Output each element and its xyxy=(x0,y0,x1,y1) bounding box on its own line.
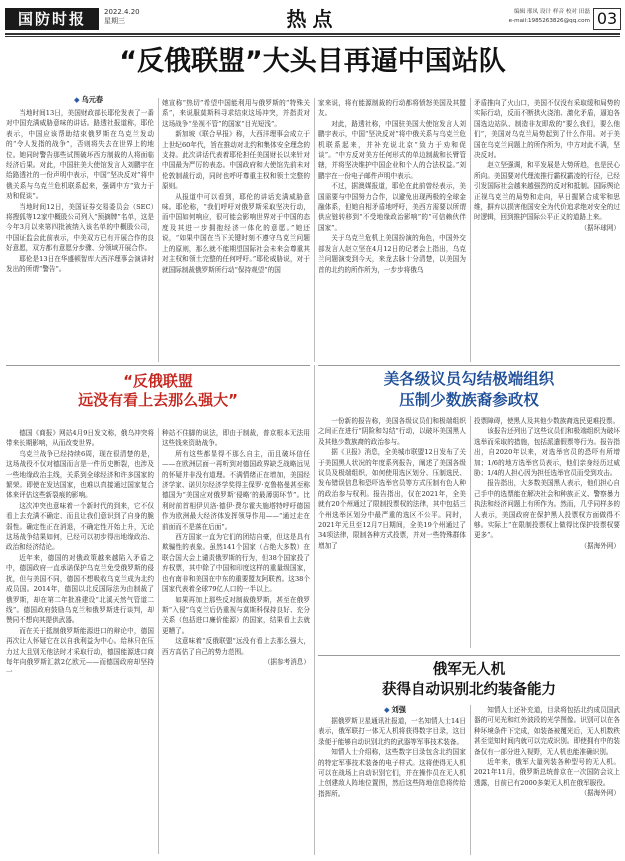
main-article-col3 xyxy=(318,98,466,275)
main-article-col2 xyxy=(162,98,310,275)
section-divider xyxy=(6,365,310,366)
article-source: （据海外网） xyxy=(580,541,620,550)
article-source: （据参考消息） xyxy=(263,657,310,666)
paragraph: 新加坡《联合早报》称，大西洋理事会成立于上世纪60年代，旨在推动对北约和集体安全理念的支持。此次讲话代表着耶伦担任美国财长以来针对中国最为严厉的表态。中国政府和大使馆先前未对伦敦制裁行动，同时也呼吁尊重主权和领土完整的原则。 xyxy=(162,130,310,191)
column-divider xyxy=(470,98,471,362)
page-number: 03 xyxy=(593,8,621,30)
column-divider xyxy=(314,98,315,362)
right-article1-col2 xyxy=(474,416,620,551)
paragraph: 知情人士还补充道，目录将包括北约成员国武器的可见光和红外波段的光学图像。识别可以在各种环境条件下完成，如装备被覆光后，无人机数秩甚至觉知时间内就可以完成识别。即使拥有中的装备仅有一部分进入视野，无人机也能准确识别。 xyxy=(474,706,620,756)
staff-email: e-mail:1985263826@qq.com xyxy=(508,18,590,24)
paragraph: 从报道中可以看到，耶伦的讲话充满威胁意味。耶伦称，“我们呼吁对俄罗斯采取坚决行动，而中国如何响应，很可能会影响世界对于中国的态度及其进一步拥抱经济一体化的意愿。”她还说，“如果中国在当下关键时刻不遵守乌克兰问题上的原则，那么就不能期望国际社会未来会尊重其对主权和领土完整的任何呼吁。”耶伦威胁说，对于就国际制裁俄罗斯所行动“保持观望”的国 xyxy=(162,192,310,274)
paragraph: 当地时间12日，美国证券交易委员会（SEC）将搜狐等12家中概股公司列入“预摘牌”名单，这是今年3月以来第四批被纳入该名单的中概股公司，中国证监会此前表示，中美双方已有开展合作的良好意愿，双方都有意愿分步骤、分领域开展合作。 xyxy=(6,202,154,253)
paragraph: 所有这些都显得不那么自主，而且破坏信任——在欧洲层面一再听到对德国政界缺乏战略远见的怀疑并非没有道理。不满情绪正在增加，美国经济学家、诺贝尔经济学奖得主保罗·克鲁格曼甚至称德国为“美国应对俄罗斯‘侵略’的最薄弱环节”。比利时前首相伊贝洛·德伊·费尔霍夫施塔特呼吁德国作为欧洲最大经济体发挥领导作用——“通过走在前面而不是落在后面”。 xyxy=(162,449,310,531)
paragraph: 家来说，将有能源制裁的行动都将愤怒美国及其盟友。 xyxy=(318,99,466,118)
main-byline-author: 乌元春 xyxy=(81,95,104,104)
paragraph: 矛盾推向了火山口，美国不仅没有采取缓和局势的实际行动，反而不断拱火浇油、激化矛盾，逼迫各国选边站队、制造非友即敌的“要么我们，要么他们”，美国对乌克兰局势起到了什么作用。对于美国在乌克兰问题上的所作所为，中方对此不满，坚决反对。 xyxy=(474,99,620,160)
paragraph: 西方国家一直为它们的团结自豪，但这是具有欺骗性的表象。虽然141个国家（占绝大多数）在联合国大会上谴责俄罗斯的行为，但38个国家投了弃权票，其中除了中国和印度这样的重量级国家，也有南非和美国在中东的重要盟友阿联酋。这38个国家代表着全球79亿人口的一半以上。 xyxy=(162,533,310,594)
right-article2-col2 xyxy=(474,705,620,798)
section-divider xyxy=(318,655,620,656)
main-article-col4 xyxy=(474,98,620,233)
paragraph: 不过，据澳媒报道，耶伦在此前曾经表示，美国需要与中国努力合作，以避免出现两极的全球金融体系，但她自相矛盾地呼吁，美西方需要以所谓供应链转移到“不受地缘政治影响”的“可信赖伙伴国家”。 xyxy=(318,182,466,232)
column-divider xyxy=(470,416,471,648)
paragraph: 她宣称“热切”希望中国能利用与俄罗斯的“特殊关系”，来说服莫斯科寻求结束这场冲突，并指责对这场战争“坐视不管”的国家“目光短浅”。 xyxy=(162,99,310,128)
headline-line: 压制少数族裔参政权 xyxy=(399,391,539,409)
paragraph: 据俄罗斯卫星通讯社报道，一名知情人士14日表示，俄军联打一体无人机将获得数字目录，这目录便于能够自动识别北约的武器等军事技术装备。 xyxy=(318,717,466,746)
right-article1-headline xyxy=(318,369,620,411)
staff-credits xyxy=(472,8,590,26)
section-divider xyxy=(318,365,620,366)
main-headline: “反俄联盟”大头目再逼中国站队 xyxy=(119,46,506,77)
diamond-icon: ◆ xyxy=(74,95,80,104)
right-article1-col1 xyxy=(318,416,466,551)
paragraph: 如果再加上那些反对制裁俄罗斯，甚至在俄罗斯“入侵”乌克兰后仍重视与莫斯科保持良好、充分关系（包括进口廉价能源）的国家，结果看上去就更糟了。 xyxy=(162,595,310,635)
right-article2-headline xyxy=(318,660,620,700)
paragraph: 乌克兰战争已经持续6周，现在很清楚的是，这场战役不仅对德国而言是一件历史断裂，也涉及一些地缘政治主线，关系到全球经济和许多国家的繁荣。即使在发达国家，也难以真接通过国家复合体来评估这些新裂痕的影响。 xyxy=(6,449,154,500)
paragraph: 这意味着“反俄联盟”远没有看上去那么强大，西方高估了自己的势力范围。 xyxy=(162,637,310,656)
paragraph: 关于乌克兰危机上美国扮演的角色，中国外交部发言人赵立坚在4月12日的记者会上指出，乌克兰问题演变到今天，来龙去脉十分清楚，以美国为首的北约的所作所为，一步步将俄乌 xyxy=(318,234,466,274)
paragraph: 对此，路透社称，中国驻美国大使馆发言人刘鹏宇表示，中国“坚决反对”将中俄关系与乌克兰危机联系起来，并补充说北京“致力于劝和促谈”。“中方反对美方任何形式的单边制裁和长臂管辖，并将坚决维护中国企业和个人的合法权益。”刘鹏宇在一份电子邮件声明中表示。 xyxy=(318,119,466,180)
right-article2-byline-author: 刘强 xyxy=(391,705,406,714)
left-article-col2 xyxy=(162,428,310,667)
headline-line: 俄军无人机 xyxy=(432,662,506,678)
staff-names: 编辑 邢凤 设计 样音 校对 田磊 xyxy=(513,9,590,15)
right-article2-col1 xyxy=(318,716,466,799)
column-divider xyxy=(158,428,159,854)
diamond-icon: ◆ xyxy=(384,705,390,714)
article-source: （据海外网） xyxy=(580,789,620,798)
issue-date: 2022.4.20 xyxy=(104,8,140,16)
article-source: （据环球网） xyxy=(580,223,620,232)
right-article2-byline xyxy=(384,705,406,715)
main-article-col1 xyxy=(6,108,154,275)
header-rule-thin xyxy=(5,36,620,37)
column-divider xyxy=(158,98,159,362)
newspaper-logo: 国防时报 xyxy=(5,8,99,30)
left-article-col1 xyxy=(6,428,154,678)
section-title: 热点 xyxy=(286,7,339,31)
paragraph: 知情人士介绍称，这些数字目录包含北约国家的特定军事技术装备的电子样式。这将使得无人机可以在战场上自动识别它们，并在操作员在无人机上创建敌人阵地位置图，然后这些阵地信息将传给指挥所。 xyxy=(318,748,466,798)
paragraph: 当地时间13日，美国财政部长耶伦发表了一番对中国充满威胁意味的讲话。路透社报道称，耶伦表示，中国应该帮助结束俄罗斯在乌克兰发动的“令人发指的战争”，否则将失去在世界上的地位。她同时警告那些试图破坏西方制裁的人将面临经济后果。对此，中国驻美大使馆发言人刘鹏宇在给路透社的一份声明中表示，中国“坚决反对”将中俄关系与乌克兰危机联系起来，强调中方“致力于劝和促谈”。 xyxy=(6,109,154,201)
column-divider xyxy=(470,705,471,855)
paragraph: 据《卫报》消息，全美城市联盟12日发布了关于美国黑人状况的年度系列报告，阐述了美国各级议员及极端组织，如何使用选区划分、压制选民、发布错误信息和恐吓选举官员等方式压制有色人种的政治参与权利。报告指出，仅在2021年，全美就有20个州通过了限制投票权的法律，其中包括三个州选举区划分中最严重的选区不公平。同时，2021年元旦至12月7日期间，全美19个州通过了34项法律，限制各种方式投票，并对一些特殊群体增加了 xyxy=(318,448,466,550)
paragraph: 一份新的报告称，美国各级议员们和极端组织之间正在进行“阴险和勾结”行动，以破坏美国黑人及其他少数族裔的政治参与。 xyxy=(318,417,466,446)
paragraph: 近年来，俄军大量列装各种型号的无人机。2021年11月，俄罗斯总统普京在一次国防会议上透露，目前已有2000多架无人机在俄军服役。 xyxy=(474,758,620,787)
main-byline xyxy=(74,95,103,105)
header-rule xyxy=(5,33,620,35)
paragraph: 而在关于抵制俄罗斯能源进口的辩论中，德国再次让人怀疑它在以自我利益为中心。给林只在压力过大且别无他法时才采取行动，德国能源进口商每年向俄罗斯汇款2亿欧元——而德国政府却坚持一 xyxy=(6,626,154,677)
left-article-headline xyxy=(6,372,310,410)
paragraph: 赵立坚强调，和平发展是大势所趋，也是民心所向。美国要对代理流推行霸权霸凌的行径，已经引发国际社会越来越强烈的反对和抵制。国际舆论正视乌克兰的局势和走向，早日握紧合成零和思维，摒弃以损害他国安全为代价追求绝对安全的过时逻辑，回到推护国际公平正义的道路上来。 xyxy=(474,161,620,222)
paragraph: 该报告还列出了这些议员们和极端组织为破坏选举而采取的措施，包括派遣假票等行为。报告指出，自2020年以来，对选举官员的恐吓有所增加；1/6的地方选举官员表示，他们亲身经历过威胁；1/4的人担心因为担任选举官员而受到攻击。 xyxy=(474,427,620,478)
paragraph: 投票障碍，使黑人及其他少数族裔选民更难投票。 xyxy=(474,417,620,425)
column-divider xyxy=(314,365,315,855)
headline-line: 美各级议员勾结极端组织 xyxy=(383,370,555,388)
paragraph: 近年来，德国的对俄政策越来越陷入矛盾之中，德国政府一直承诺保护乌克兰免受俄罗斯的侵扰，但与美国不同，德国不想吸收乌克兰成为北约成员国。2014年，德国以北反国际法为由制裁了俄罗斯，却在第二年批准建设“北溪天然气管道二线”。德国政府鼓励乌克兰和俄罗斯进行谈判，却赞同不想向其提供武器。 xyxy=(6,553,154,625)
paragraph: 报告指出，大多数美国黑人表示，他们担心自己手中的选票能在解决社会和种族正义、警察暴力执法和经济问题上有所作为。然而，几乎同样多的人表示，美国政府在保护黑人投票权方面做得不够。实际上“在限制投票权上做得比保护投票权要更多”。 xyxy=(474,479,620,540)
paragraph: 这次冲突也意味着一个新时代的到来，它不仅看上去充满不确定、而且让我们意识到了自身的脆弱性。确定性正在消退，不确定性开始上升，无论这场战争结果如何，已经可以初步得出地缘政治、政治和经济结论。 xyxy=(6,501,154,552)
issue-weekday: 星期三 xyxy=(104,17,125,25)
paragraph: 耶伦是13日在华盛顿智库大西洋理事会演讲时发出的所谓“警告”。 xyxy=(6,254,154,274)
paragraph: 种站不住脚的说法，即由于制裁，普京根本无法用这些钱来资助战争。 xyxy=(162,429,310,448)
headline-line: “反俄联盟 xyxy=(123,372,193,390)
headline-line: 获得自动识别北约装备能力 xyxy=(382,682,556,698)
headline-line: 远没有看上去那么强大” xyxy=(78,391,238,409)
paragraph: 德国《商报》网站4月9日发文称，俄乌冲突将带来长期影响，从而改变世界。 xyxy=(6,429,154,448)
